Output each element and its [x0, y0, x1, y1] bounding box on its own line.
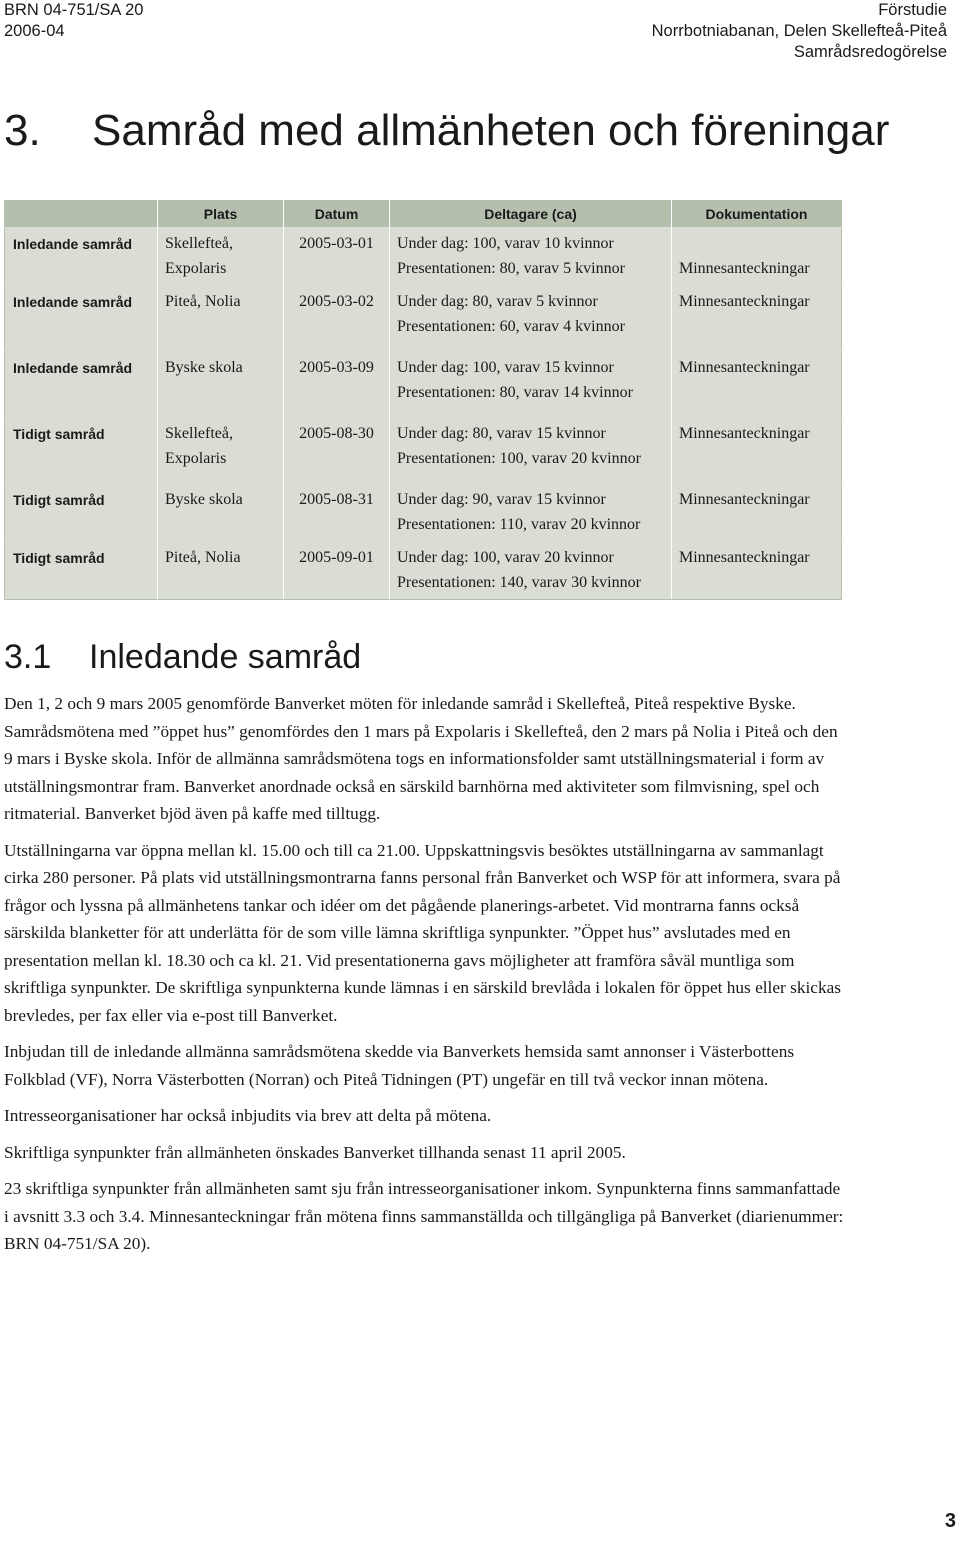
subsection-title: Inledande samråd	[89, 638, 362, 676]
table-row	[5, 418, 842, 484]
section-title: Samråd med allmänheten och föreningar	[92, 106, 890, 155]
meeting-place: Skellefteå, Expolaris	[158, 418, 284, 484]
report-name: Samrådsredogörelse	[793, 43, 947, 61]
document-date: 2006-04	[4, 22, 65, 40]
column-header	[5, 201, 158, 228]
paragraph: Utställningarna var öppna mellan kl. 15.00 och till ca 21.00. Uppskattningsvis besöktes utställningarna av sammanlagt cirka 280 personer. På plats vid utställningsmontrarna fanns personal från Banverket och WSP för att informera, svara på frågor och lyssna på allmänhetens tankar och idéer om det pågående planerings-arbetet. Vid montrarna fanns också särskilda blanketter för att underlätta för de som ville lämna skriftliga synpunkter. ”Öppet hus” avslutades med en presentation mellan kl. 18.30 och ca kl. 21. Vid presentationerna gavs möjligheter att framföra såväl muntliga som skriftliga synpunkter. De skriftliga synpunkterna kunde lämnas i en särskild brevlåda i lokalen för öppet hus eller skickas brevledes, per fax eller via e-post till Banverket.	[4, 840, 841, 1025]
meeting-documentation: Minnesanteckningar	[672, 352, 842, 418]
meeting-date: 2005-03-01	[284, 228, 390, 286]
paragraph: Intresseorganisationer har också inbjudits via brev att delta på mötena.	[4, 1106, 492, 1125]
meeting-date: 2005-08-30	[284, 418, 390, 484]
meeting-documentation: Minnesanteckningar	[672, 542, 842, 600]
meeting-documentation: Minnesanteckningar	[672, 286, 842, 352]
meeting-date: 2005-03-09	[284, 352, 390, 418]
table-row	[5, 484, 842, 542]
subsection-heading	[4, 638, 361, 677]
meeting-place: Byske skola	[158, 352, 284, 418]
meeting-participants: Under dag: 80, varav 5 kvinnor Presentationen: 60, varav 4 kvinnor	[390, 286, 672, 352]
paragraph: Skriftliga synpunkter från allmänheten önskades Banverket tillhanda senast 11 april 2005.	[4, 1142, 626, 1162]
paragraph: Inbjudan till de inledande allmänna samrådsmötena skedde via Banverkets hemsida samt annonser i Västerbottens Folkblad (VF), Norra Västerbotten (Norran) och Piteå Tidningen (PT) ungefär en till två veckor innan mötena.	[4, 1042, 795, 1089]
meeting-place: Byske skola	[158, 484, 284, 542]
subsection-number: 3.1	[4, 638, 52, 676]
document-type: Förstudie	[878, 1, 947, 19]
meeting-type: Inledande samråd	[5, 352, 158, 418]
paragraph: Den 1, 2 och 9 mars 2005 genomförde Banverket möten för inledande samråd i Skellefteå, Piteå respektive Byske. Samrådsmötena med ”öppet hus” genomfördes den 1 mars på Expolaris i Skellefteå, den 2 mars på Nolia i Piteå och den 9 mars i Byske skola. Inför de allmänna samrådsmötena togs en informationsfolder samt utställningsmaterial i form av utställningsmontrar fram. Banverket anordnade också en särskild barnhörna med aktiviteter som filmvisning, spel och ritmaterial. Banverket bjöd även på kaffe med tilltugg.	[4, 694, 838, 823]
column-header: Dokumentation	[672, 201, 842, 228]
document-number: BRN 04-751/SA 20	[4, 1, 144, 19]
column-header: Deltagare (ca)	[390, 201, 672, 228]
paragraph: 23 skriftliga synpunkter från allmänheten samt sju från intresseorganisationer inkom. Synpunkterna finns sammanfattade i avsnitt 3.3 och 3.4. Minnesanteckningar från mötena finns sammanställda och tillgängliga på Banverket (diarienummer: BRN 04-751/SA 20).	[4, 1179, 844, 1253]
meeting-place: Piteå, Nolia	[158, 286, 284, 352]
header-right	[652, 0, 947, 63]
table-row	[5, 286, 842, 352]
table-row	[5, 352, 842, 418]
meeting-date: 2005-08-31	[284, 484, 390, 542]
table-header-row	[5, 201, 842, 228]
section-heading	[4, 106, 889, 156]
meeting-date: 2005-09-01	[284, 542, 390, 600]
meeting-participants: Under dag: 100, varav 10 kvinnor Presentationen: 80, varav 5 kvinnor	[390, 228, 672, 286]
column-header: Datum	[284, 201, 390, 228]
meeting-type: Inledande samråd	[5, 228, 158, 286]
meeting-participants: Under dag: 80, varav 15 kvinnor Presentationen: 100, varav 20 kvinnor	[390, 418, 672, 484]
meeting-place: Piteå, Nolia	[158, 542, 284, 600]
meetings-table	[4, 200, 842, 600]
meeting-documentation: Minnesanteckningar	[672, 484, 842, 542]
meeting-type: Tidigt samråd	[5, 542, 158, 600]
meeting-participants: Under dag: 100, varav 15 kvinnor Presentationen: 80, varav 14 kvinnor	[390, 352, 672, 418]
body-text	[4, 690, 844, 1267]
column-header: Plats	[158, 201, 284, 228]
project-name: Norrbotniabanan, Delen Skellefteå-Piteå	[651, 22, 947, 40]
table-row	[5, 228, 842, 286]
meeting-documentation: Minnesanteckningar	[672, 418, 842, 484]
table-row	[5, 542, 842, 600]
meeting-type: Tidigt samråd	[5, 484, 158, 542]
page-number: 3	[944, 1510, 956, 1532]
meeting-place: Skellefteå, Expolaris	[158, 228, 284, 286]
meeting-date: 2005-03-02	[284, 286, 390, 352]
section-number: 3.	[4, 106, 41, 155]
meeting-type: Inledande samråd	[5, 286, 158, 352]
meeting-type: Tidigt samråd	[5, 418, 158, 484]
meeting-documentation: Minnesanteckningar	[672, 228, 842, 286]
header-left	[4, 0, 143, 42]
meeting-participants: Under dag: 100, varav 20 kvinnor Presentationen: 140, varav 30 kvinnor	[390, 542, 672, 600]
meeting-participants: Under dag: 90, varav 15 kvinnor Presentationen: 110, varav 20 kvinnor	[390, 484, 672, 542]
